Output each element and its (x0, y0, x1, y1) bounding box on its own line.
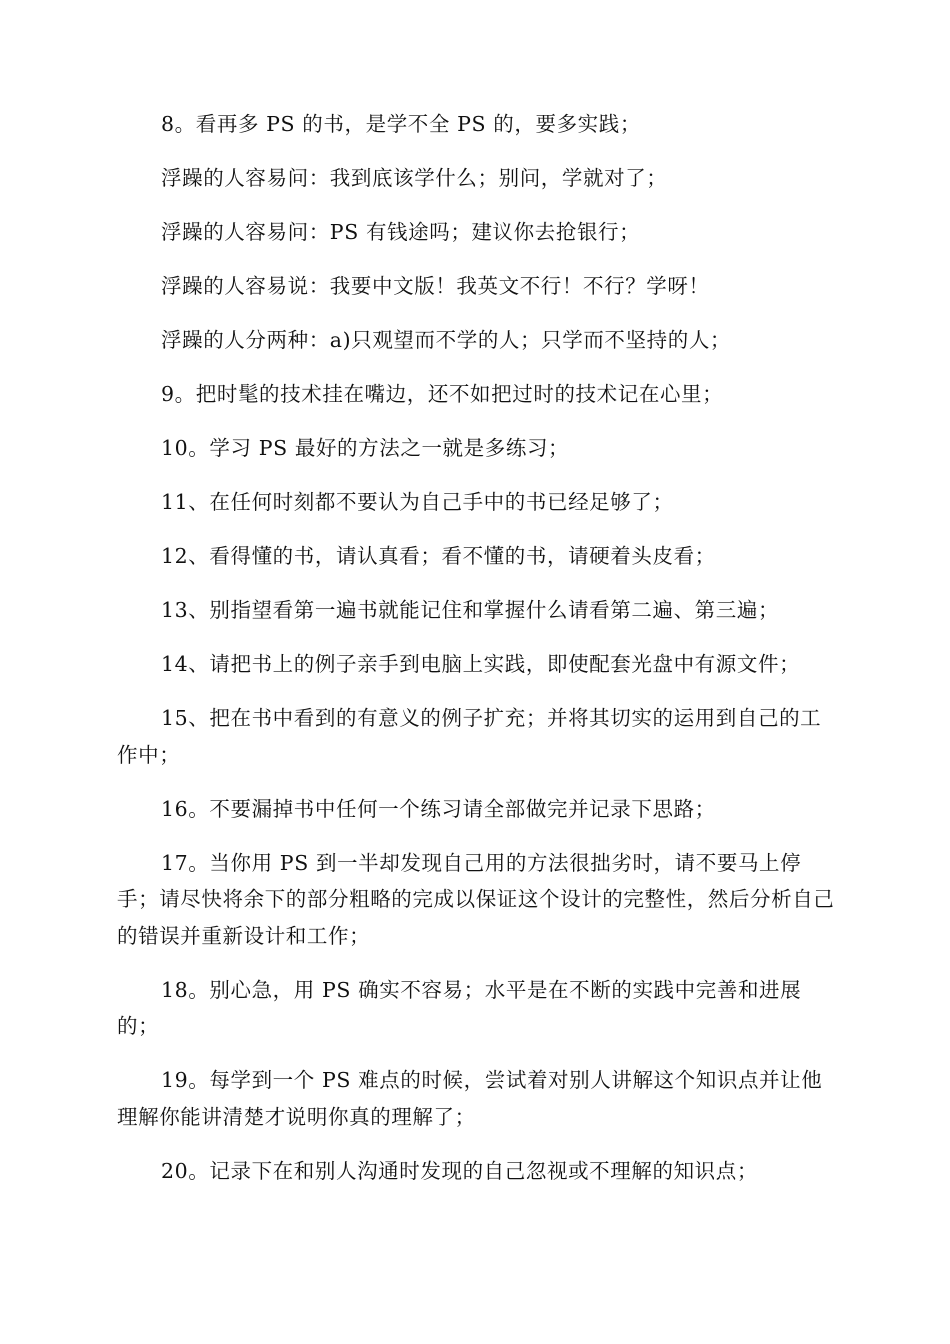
document-body (117, 106, 835, 1207)
paragraph-item-18: 18。别心急，用 PS 确实不容易；水平是在不断的实践中完善和进展的； (117, 977, 802, 1038)
paragraph-item-16: 16。不要漏掉书中任何一个练习请全部做完并记录下思路； (161, 796, 716, 821)
paragraph-item-8: 8。看再多 PS 的书，是学不全 PS 的，要多实践； (161, 112, 641, 136)
paragraph-item-10: 10。学习 PS 最好的方法之一就是多练习； (161, 436, 570, 460)
paragraph-item-17: 17。当你用 PS 到一半却发现自己用的方法很拙劣时，请不要马上停手；请尽快将余下的部分粗略的完成以保证这个设计的完整性，然后分析自己的错误并重新设计和工作； (117, 850, 835, 948)
paragraph-item-12: 12、看得懂的书，请认真看；看不懂的书，请硬着头皮看； (161, 544, 716, 568)
paragraph-item-14: 14、请把书上的例子亲手到电脑上实践，即使配套光盘中有源文件； (161, 652, 801, 676)
paragraph-item-20: 20。记录下在和别人沟通时发现的自己忽视或不理解的知识点； (161, 1158, 758, 1183)
paragraph-fuzao-saying: 浮躁的人容易说：我要中文版！我英文不行！不行？学呀！ (161, 274, 710, 298)
paragraph-fuzao-types: 浮躁的人分两种：a)只观望而不学的人；只学而不坚持的人； (161, 328, 732, 352)
paragraph-item-9: 9。把时髦的技术挂在嘴边，还不如把过时的技术记在心里； (161, 382, 724, 406)
paragraph-fuzao-question-1: 浮躁的人容易问：我到底该学什么；别问，学就对了； (161, 166, 668, 190)
paragraph-item-13: 13、别指望看第一遍书就能记住和掌握什么请看第二遍、第三遍； (161, 598, 780, 622)
paragraph-item-19: 19。每学到一个 PS 难点的时候，尝试着对别人讲解这个知识点并让他理解你能讲清楚才说明你真的理解了； (117, 1068, 823, 1129)
paragraph-item-15: 15、把在书中看到的有意义的例子扩充；并将其切实的运用到自己的工作中； (117, 706, 822, 767)
paragraph-item-11: 11、在任何时刻都不要认为自己手中的书已经足够了； (161, 490, 674, 514)
paragraph-fuzao-question-2: 浮躁的人容易问：PS 有钱途吗；建议你去抢银行； (161, 220, 641, 244)
